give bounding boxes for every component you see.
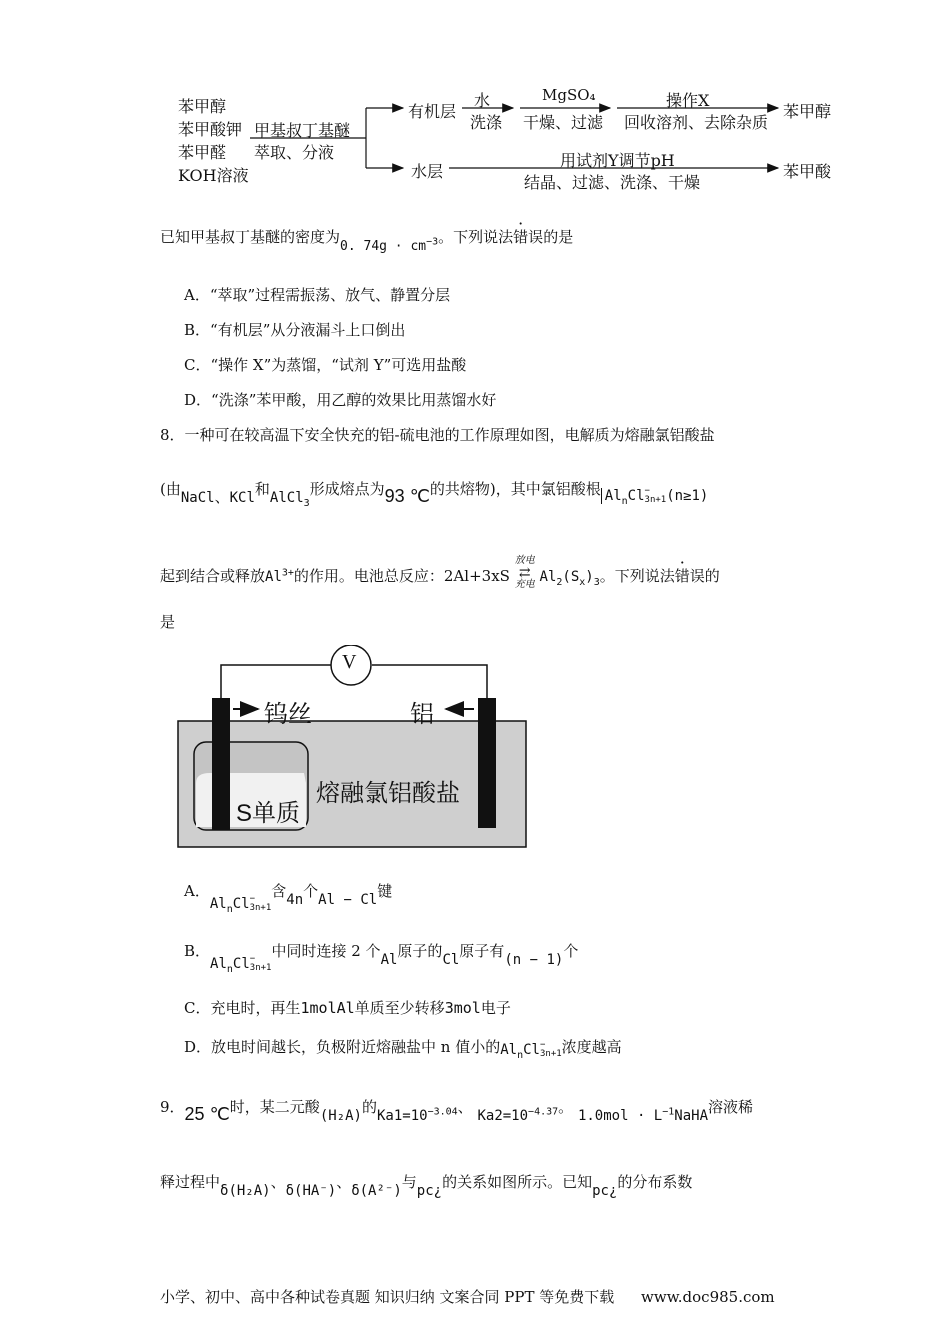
q8-line2-a: (由 (160, 480, 181, 498)
q9-ka2-exp: −4.37 (528, 1106, 559, 1118)
q9-conc (578, 1108, 674, 1124)
product-benzoic-acid: 苯甲酸 (783, 162, 832, 181)
q8-d-ion-cl: Cl (523, 1042, 540, 1058)
q7-density-value: 0. 74g · cm (340, 239, 427, 254)
q8-d-ion (500, 1040, 562, 1061)
q8-sep: 、 (214, 488, 230, 506)
voltmeter-icon: V (342, 651, 357, 673)
q7-emphasis-error: 错误 (513, 228, 544, 246)
q8-b-text3: 原子的 (397, 942, 443, 960)
q9-b: 的 (361, 1098, 377, 1116)
q8-discharge-label: 放电 (514, 555, 535, 566)
q9-ka2 (477, 1108, 558, 1124)
q9-h: 的分布系数 (617, 1173, 693, 1191)
q8-product-x: x (579, 576, 586, 588)
q8-line2 (160, 478, 709, 509)
extract-step: 萃取、分液 (254, 143, 335, 162)
q9-ka1-exp: −3.04 (427, 1106, 458, 1118)
recover-solvent-label: 回收溶剂、去除杂质 (624, 113, 769, 132)
input-2: 苯甲酸钾 (178, 120, 243, 139)
q8-a-text3: 个 (303, 882, 319, 900)
q9-a: 时，某二元酸 (229, 1098, 320, 1116)
q7-stem-b: 。下列说法 (438, 228, 514, 246)
battery-diagram (176, 645, 528, 850)
organic-layer: 有机层 (408, 102, 457, 121)
q8-ion-n: n (621, 495, 628, 507)
dry-filter-label: 干燥、过滤 (523, 113, 604, 132)
q8-product-s: (S (562, 569, 580, 585)
q8-ion (601, 486, 709, 507)
q8-and: 和 (254, 480, 270, 498)
q8-b-ion-al: Al (210, 956, 227, 972)
q9-ka2-base: Ka2=10 (477, 1108, 529, 1124)
q8-temp: 93 ℃ (384, 486, 430, 506)
q8-c-text5: 电子 (480, 999, 511, 1017)
q8-line3 (160, 555, 720, 594)
q8-option-d (184, 1036, 622, 1059)
q8-b-text4: Cl (442, 952, 460, 968)
footer-url[interactable]: www.doc985.com (641, 1288, 775, 1306)
q8-alcl3 (269, 490, 310, 509)
q8-alcl3-base: AlCl (269, 490, 304, 506)
q8-product-sub3: 3 (593, 576, 600, 588)
q8-a-ion-n: n (226, 903, 233, 915)
q8-emphasis-error: 错误 (674, 567, 705, 585)
q9-pc-2: pc¿ (592, 1183, 618, 1199)
q8-charge-label: 充电 (514, 579, 535, 590)
input-3: 苯甲醛 (178, 143, 227, 162)
q9-line2: 释过程中δ(H₂A)、δ(HA⁻)、δ(A²⁻)与pc¿的关系如图所示。已知pc¿的分布系数 (160, 1173, 693, 1199)
q8-line4: 是 (160, 613, 176, 631)
q8-c-text3: 单质至少转移 (354, 999, 445, 1017)
battery-diagram-svg (176, 645, 528, 850)
q9-c: 、 (457, 1098, 473, 1116)
q9-salt: NaHA (674, 1108, 709, 1124)
q8-line3-b: 的作用。电池总反应：2Al+3xS (293, 567, 510, 585)
mgso4-label: MgSO₄ (542, 86, 596, 104)
q8-b-text5: 原子有 (459, 942, 505, 960)
q8-a-ion (209, 894, 272, 915)
footer-text: 小学、初中、高中各种试卷真题 知识归纳 文案合同 PPT 等免费下载 (160, 1288, 615, 1306)
q9-line1 (160, 1096, 754, 1124)
q8-option-b (184, 940, 579, 975)
q9-delta-h2a: δ(H₂A) (220, 1183, 271, 1199)
q8-b-text6: (n − 1) (504, 952, 564, 968)
reversible-arrow-icon: ⇄ (518, 565, 531, 581)
q8-c-text2: Al (336, 999, 355, 1017)
q8-reversible-arrow (515, 556, 535, 590)
q8-ion-al: Al (604, 488, 622, 504)
q9-temp: 25 ℃ (184, 1104, 230, 1124)
q8-line2-c: 的共熔物)，其中氯铝酸根 (429, 480, 601, 498)
q9-conc-exp: −1 (662, 1106, 675, 1118)
q8-d-ion-al: Al (500, 1042, 518, 1058)
input-1: 苯甲醇 (178, 97, 227, 116)
q8-ion-cl: Cl (627, 488, 645, 504)
q9-d: 。 (558, 1098, 574, 1116)
q7-option-b: B．“有机层”从分液漏斗上口倒出 (184, 321, 406, 339)
q9-e: 溶液稀 (708, 1098, 754, 1116)
q8-d-prefix: D．放电时间越长，负极附近熔融盐中 n 值小的 (184, 1038, 501, 1056)
q8-a-ion-cl: Cl (232, 896, 250, 912)
q8-a-text2: 4n (286, 892, 304, 908)
q7-option-d: D．“洗涤”苯甲酸，用乙醇的效果比用蒸馏水好 (184, 391, 497, 409)
q9-g: 的关系如图所示。已知 (442, 1173, 593, 1191)
q8-c-text4: 3mol (444, 999, 481, 1017)
q9-num: 9． (160, 1098, 185, 1116)
q8-product-sub2: 2 (556, 576, 563, 588)
q7-option-c: C．“操作 X”为蒸馏，“试剂 Y”可选用盐酸 (184, 356, 467, 374)
q8-ion-condition: (n≥1) (666, 488, 709, 504)
input-4: KOH溶液 (178, 166, 249, 185)
q8-al3 (265, 569, 294, 585)
q8-b-ion (210, 954, 272, 975)
q8-b-text7: 个 (563, 942, 579, 960)
q8-d-text1: 浓度越高 (561, 1038, 622, 1056)
footer (160, 1286, 775, 1307)
q9-line2-a: 释过程中 (160, 1173, 221, 1191)
q7-stem-a: 已知甲基叔丁基醚的密度为 (160, 228, 341, 246)
q9-delta-a: δ(A²⁻) (351, 1183, 402, 1199)
q9-conc-base: 1.0mol · L (577, 1108, 663, 1124)
electrolyte-label: 熔融氯铝酸盐 (316, 780, 460, 807)
q8-product (539, 569, 600, 588)
q8-a-text5: 键 (377, 882, 393, 900)
q9-f: 与 (401, 1173, 417, 1191)
q8-ion-sub: 3n+1 (644, 495, 667, 505)
q8-product-al: Al (539, 569, 557, 585)
operation-x-label: 操作X (666, 91, 710, 110)
wash-label: 洗涤 (470, 113, 503, 132)
q8-d-ion-charge: − (539, 1040, 546, 1050)
q7-density (340, 236, 439, 254)
q8-c-prefix: C．充电时，再生 (184, 999, 301, 1017)
q8-line2-b: 形成熔点为 (309, 480, 385, 498)
q8-line3-c: 。下列说法 (599, 567, 675, 585)
q8-a-ion-sub: 3n+1 (249, 903, 272, 913)
q7-density-exp: −3 (426, 236, 439, 248)
q8-line3-d: 的 (704, 567, 720, 585)
q8-a-text4: Al − Cl (318, 892, 378, 908)
q7-stem (160, 226, 574, 254)
q8-option-c (184, 997, 511, 1018)
q8-b-prefix: B． (184, 942, 211, 960)
q8-alcl3-sub: 3 (303, 497, 310, 509)
q8-line1: 8．一种可在较高温下安全快充的铝-硫电池的工作原理如图，电解质为熔融氯铝酸盐 (160, 426, 715, 444)
aluminum-label: 铝 (410, 701, 434, 728)
aqueous-layer: 水层 (411, 162, 444, 181)
q8-b-ion-cl: Cl (232, 956, 250, 972)
q9-ka1-base: Ka1=10 (376, 1108, 428, 1124)
q8-b-ion-n: n (226, 963, 233, 975)
water-label: 水 (474, 91, 491, 110)
q8-a-ion-al: Al (209, 896, 227, 912)
q8-b-ion-sub: 3n+1 (249, 963, 272, 973)
q7-option-a: A．“萃取”过程需振荡、放气、静置分层 (184, 286, 451, 304)
q9-acid: (H₂A) (319, 1108, 362, 1124)
adjust-ph-label: 用试剂Y调节pH (560, 151, 675, 170)
q8-al3-charge: 3+ (281, 567, 294, 579)
q8-b-ion-charge: − (249, 954, 256, 964)
q8-a-text1: 含 (271, 882, 287, 900)
q9-delta-ha: δ(HA⁻) (285, 1183, 337, 1199)
q9-ka1 (377, 1108, 458, 1124)
q8-a-ion-charge: − (249, 894, 256, 904)
tungsten-label: 钨丝 (264, 701, 312, 728)
q8-d-ion-n: n (517, 1049, 524, 1061)
q8-c-text1: 1mol (300, 999, 337, 1017)
product-benzyl-alcohol: 苯甲醇 (783, 102, 832, 121)
q8-kcl: KCl (229, 490, 255, 506)
q8-al3-base: Al (265, 569, 282, 585)
q9-pc: pc¿ (416, 1183, 443, 1199)
q8-a-prefix: A． (184, 882, 210, 900)
q8-ion-charge: − (644, 486, 650, 496)
q8-d-ion-sub: 3n+1 (539, 1049, 562, 1059)
q8-b-text1: 中同时连接 2 个 (271, 942, 381, 960)
crystallize-label: 结晶、过滤、洗涤、干燥 (524, 173, 701, 192)
q8-nacl: NaCl (180, 490, 215, 506)
q8-product-close: ) (585, 569, 594, 585)
q7-stem-c: 的是 (543, 228, 574, 246)
q8-option-a (184, 880, 393, 915)
extract-solvent: 甲基叔丁基醚 (254, 121, 351, 140)
q8-b-text2: Al (380, 952, 398, 968)
sulfur-label: S单质 (236, 800, 301, 827)
q8-line3-a: 起到结合或释放 (160, 567, 266, 585)
